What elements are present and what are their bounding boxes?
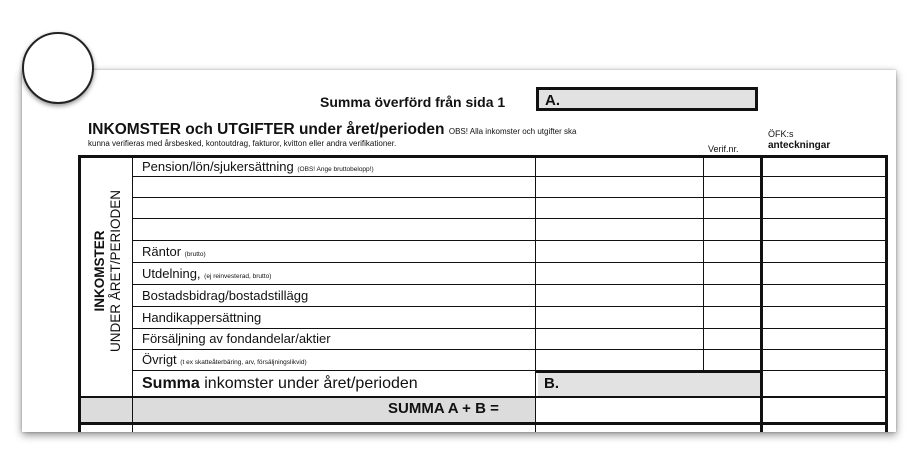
section-title-text: INKOMSTER och UTGIFTER under året/perioden (88, 121, 445, 138)
column-header-verif: Verif.nr. (708, 144, 739, 154)
table-right-border (885, 155, 888, 432)
row-line (132, 262, 885, 263)
summa-ab-label: SUMMA A + B = (388, 400, 499, 417)
summa-bold: Summa (142, 375, 200, 392)
row-label-text: Räntor (142, 244, 182, 259)
box-b-field[interactable]: B. (538, 372, 760, 396)
row-line (132, 328, 885, 329)
side-label-period: UNDER ÅRET/PERIODEN (108, 189, 123, 353)
section-title (88, 121, 576, 139)
row-label-note: (brutto) (184, 251, 206, 258)
ofk-label-line2: anteckningar (768, 140, 831, 151)
row-label-text: Försäljning av fondandelar/aktier (142, 331, 331, 346)
row-line (132, 197, 885, 198)
table-top-border (78, 155, 888, 158)
row-line (132, 284, 885, 285)
row-label-handikapp (142, 310, 261, 325)
ofk-label-line1: ÖFK:s (768, 129, 794, 139)
row-label-pension (142, 159, 374, 174)
box-a-field[interactable]: A. (536, 87, 758, 111)
section-title-note: OBS! Alla inkomster och utgifter ska (448, 127, 577, 136)
summa-income-label (142, 375, 418, 393)
row-label-text: Bostadsbidrag/bostadstillägg (142, 288, 309, 303)
side-label-inkomster: INKOMSTER (92, 230, 107, 312)
side-label (78, 176, 138, 366)
row-label-utdelning (142, 266, 271, 281)
row-line (132, 176, 885, 177)
row-label-rantor (142, 244, 206, 259)
row-label-text: Pension/lön/sjukersättning (142, 159, 294, 174)
row-label-text: Övrigt (142, 352, 177, 367)
row-label-text: Utdelning, (142, 266, 201, 281)
row-label-bostadsbidrag (142, 288, 308, 303)
row-label-note: (ej reinvesterad, brutto) (204, 273, 272, 280)
row-line (132, 370, 885, 371)
row-line-thick (78, 422, 888, 425)
row-label-ovrigt (142, 352, 307, 367)
column-header-ofk (768, 129, 830, 151)
row-line-thick (78, 396, 888, 398)
row-label-forsaljning (142, 331, 331, 346)
row-line (132, 349, 885, 350)
verif-column-divider (703, 158, 704, 398)
row-line (132, 240, 885, 241)
row-line (132, 218, 885, 219)
row-line (132, 306, 885, 307)
row-label-text: Handikappersättning (142, 310, 262, 325)
summa-transferred-label: Summa överförd från sida 1 (320, 94, 506, 110)
box-b-top-border (535, 370, 763, 373)
row-label-note: (OBS! Ange bruttobelopp!) (297, 166, 374, 173)
amount-column-divider (535, 158, 536, 432)
punch-hole (22, 32, 94, 104)
section-subtitle: kunna verifieras med årsbesked, kontoutdrag, fakturor, kvitton eller andra verifikationer. (88, 139, 397, 148)
row-label-note: (t ex skatteåterbäring, arv, försäljningslikvid) (180, 359, 307, 366)
summa-rest: inkomster under året/perioden (204, 375, 418, 392)
